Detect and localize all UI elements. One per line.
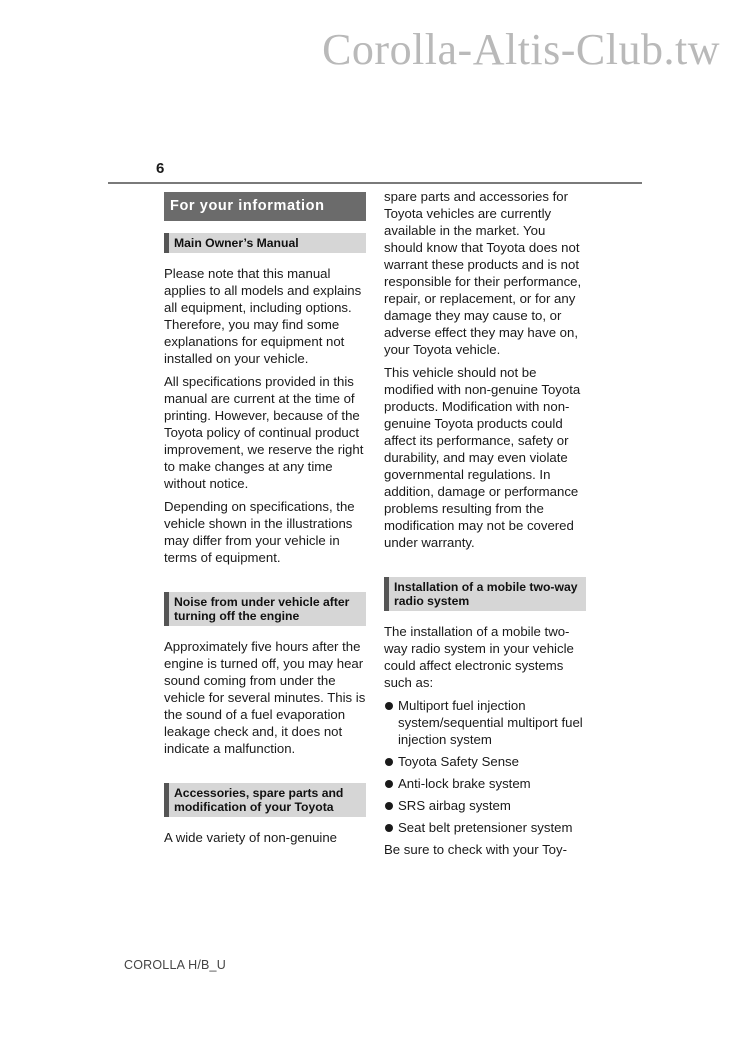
list-item: SRS airbag system: [384, 797, 586, 814]
section-banner: For your information: [164, 192, 366, 221]
noise-heading: Noise from under vehicle after turning off the engine: [164, 592, 366, 626]
radio-intro: The installation of a mobile two-way radio system in your vehicle could affect electronic systems such as:: [384, 624, 574, 690]
left-column: [164, 188, 366, 852]
list-item: Anti-lock brake system: [384, 775, 586, 792]
header-rule: [108, 182, 642, 184]
list-item: Multiport fuel injection system/sequential multiport fuel injection system: [384, 697, 586, 748]
radio-systems-list: [384, 697, 586, 836]
watermark: Corolla-Altis-Club.tw: [322, 25, 720, 74]
footer-model-code: COROLLA H/B_U: [124, 958, 226, 972]
modification-paragraph: This vehicle should not be modified with non-genuine Toyota products. Modification with non-genuine Toyota products could affect its performance, safety or durability, and may even violate governmental regulations. In addition, damage or performance problems resulting from the modification may not be covered under warranty.: [384, 365, 581, 550]
radio-heading: Installation of a mobile two-way radio system: [384, 577, 586, 611]
right-column: [384, 188, 586, 864]
radio-closing: Be sure to check with your Toy-: [384, 842, 567, 857]
list-item: Toyota Safety Sense: [384, 753, 586, 770]
accessories-paragraph-start: A wide variety of non-genuine: [164, 830, 338, 845]
main-manual-heading: Main Owner’s Manual: [164, 233, 366, 253]
list-item: Seat belt pretensioner system: [384, 819, 586, 836]
main-manual-paragraph-1: Please note that this manual applies to all models and explains all equipment, including options. Therefore, you may find some explanations for equipment not installed on your vehicle.: [164, 266, 362, 366]
main-manual-paragraph-2: All specifications provided in this manual are current at the time of printing. However, because of the Toyota policy of continual product improvement, we reserve the right to make changes at any time without notice.: [164, 374, 364, 491]
main-manual-paragraph-3: Depending on specifications, the vehicle shown in the illustrations may differ from your vehicle in terms of equipment.: [164, 499, 355, 565]
accessories-heading: Accessories, spare parts and modification of your Toyota: [164, 783, 366, 817]
accessories-paragraph-continued: spare parts and accessories for Toyota vehicles are currently available in the market. You should know that Toyota does not warrant these products and is not responsible for their performance, repair, or replacement, or for any damage they may cause to, or adverse effect they may have on, your Toyota vehicle.: [384, 189, 582, 357]
page-number: 6: [156, 160, 165, 177]
noise-paragraph: Approximately five hours after the engine is turned off, you may hear sound coming from under the vehicle for several minutes. This is the sound of a fuel evaporation leakage check and, it does not indicate a malfunction.: [164, 639, 366, 756]
